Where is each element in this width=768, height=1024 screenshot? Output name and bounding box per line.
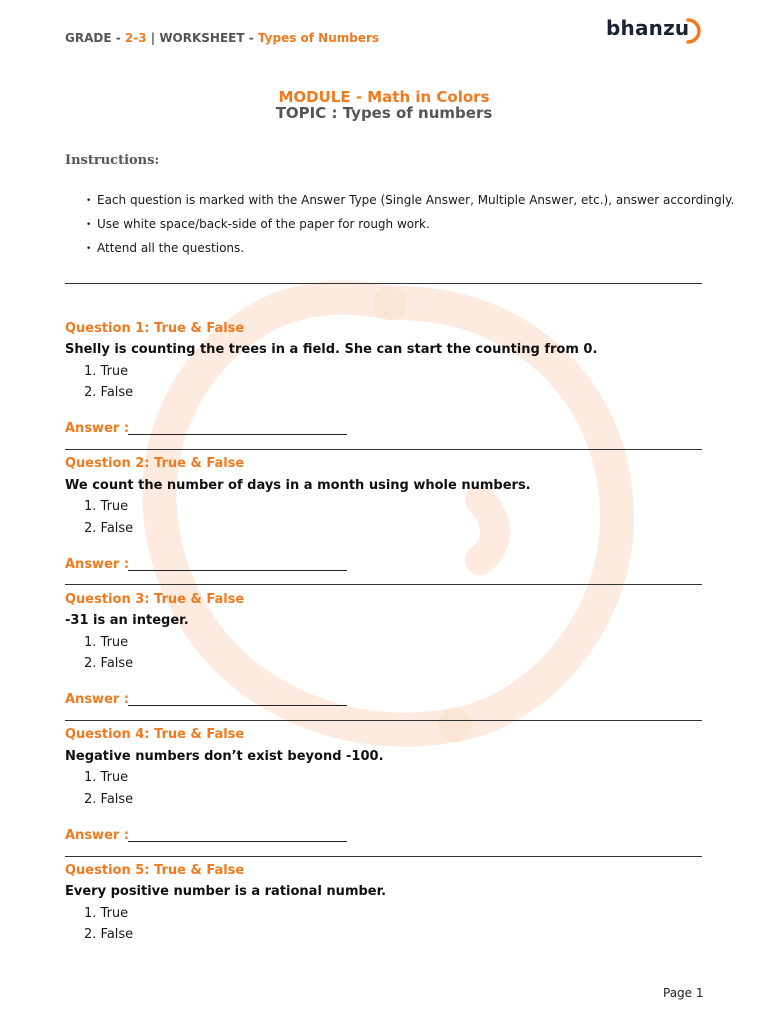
worksheet-label: WORKSHEET - — [159, 31, 258, 45]
question-5-option-false[interactable]: 2. False — [84, 927, 134, 942]
question-3-option-true[interactable]: 1. True — [84, 635, 129, 650]
divider — [65, 856, 702, 857]
instruction-item: • Each question is marked with the Answer Type (Single Answer, Multiple Answer, etc.), answer accordingly. — [86, 193, 735, 207]
logo-arc-icon — [686, 16, 706, 46]
question-2-option-false[interactable]: 2. False — [84, 521, 134, 536]
question-1-option-true[interactable]: 1. True — [84, 364, 129, 379]
question-1-option-false[interactable]: 2. False — [84, 385, 134, 400]
question-5-heading: Question 5: True & False — [65, 863, 245, 878]
instruction-item: • Use white space/back-side of the paper for rough work. — [86, 217, 430, 231]
question-4-answer-label: Answer : — [65, 828, 130, 843]
worksheet-header — [65, 31, 379, 45]
question-3-answer-label: Answer : — [65, 692, 130, 707]
question-3-answer-line[interactable] — [128, 705, 347, 706]
question-4-text: Negative numbers don’t exist beyond -100. — [65, 749, 384, 764]
question-5-option-true[interactable]: 1. True — [84, 906, 129, 921]
module-title: MODULE - Math in Colors — [278, 88, 490, 106]
bullet-icon: • — [86, 244, 92, 254]
question-3-heading: Question 3: True & False — [65, 592, 245, 607]
bullet-icon: • — [86, 196, 92, 206]
question-1-answer-label: Answer : — [65, 421, 130, 436]
question-3-option-false[interactable]: 2. False — [84, 656, 134, 671]
question-4-option-true[interactable]: 1. True — [84, 770, 129, 785]
bhanzu-logo: bhanzu — [606, 16, 690, 40]
bullet-icon: • — [86, 220, 92, 230]
question-3-text: -31 is an integer. — [65, 613, 189, 628]
page-number: Page 1 — [663, 986, 704, 1000]
topic-title: TOPIC : Types of numbers — [275, 104, 493, 122]
divider — [65, 584, 702, 585]
grade-label: GRADE - — [65, 31, 125, 45]
divider — [65, 283, 702, 284]
instruction-item: • Attend all the questions. — [86, 241, 245, 255]
divider — [65, 449, 702, 450]
question-4-heading: Question 4: True & False — [65, 727, 245, 742]
question-5-text: Every positive number is a rational number. — [65, 884, 387, 899]
question-4-option-false[interactable]: 2. False — [84, 792, 134, 807]
question-1-heading: Question 1: True & False — [65, 321, 245, 336]
question-2-option-true[interactable]: 1. True — [84, 499, 129, 514]
question-2-answer-line[interactable] — [128, 570, 347, 571]
question-1-answer-line[interactable] — [128, 434, 347, 435]
worksheet-title: Types of Numbers — [257, 31, 380, 45]
instructions-heading: Instructions: — [65, 153, 160, 168]
question-4-answer-line[interactable] — [128, 841, 347, 842]
question-2-answer-label: Answer : — [65, 557, 130, 572]
question-1-text: Shelly is counting the trees in a field. She can start the counting from 0. — [65, 342, 598, 357]
divider — [65, 720, 702, 721]
question-2-text: We count the number of days in a month using whole numbers. — [65, 478, 531, 493]
question-2-heading: Question 2: True & False — [65, 456, 245, 471]
grade-value: 2-3 — [124, 31, 147, 45]
header-separator: | — [146, 31, 160, 45]
